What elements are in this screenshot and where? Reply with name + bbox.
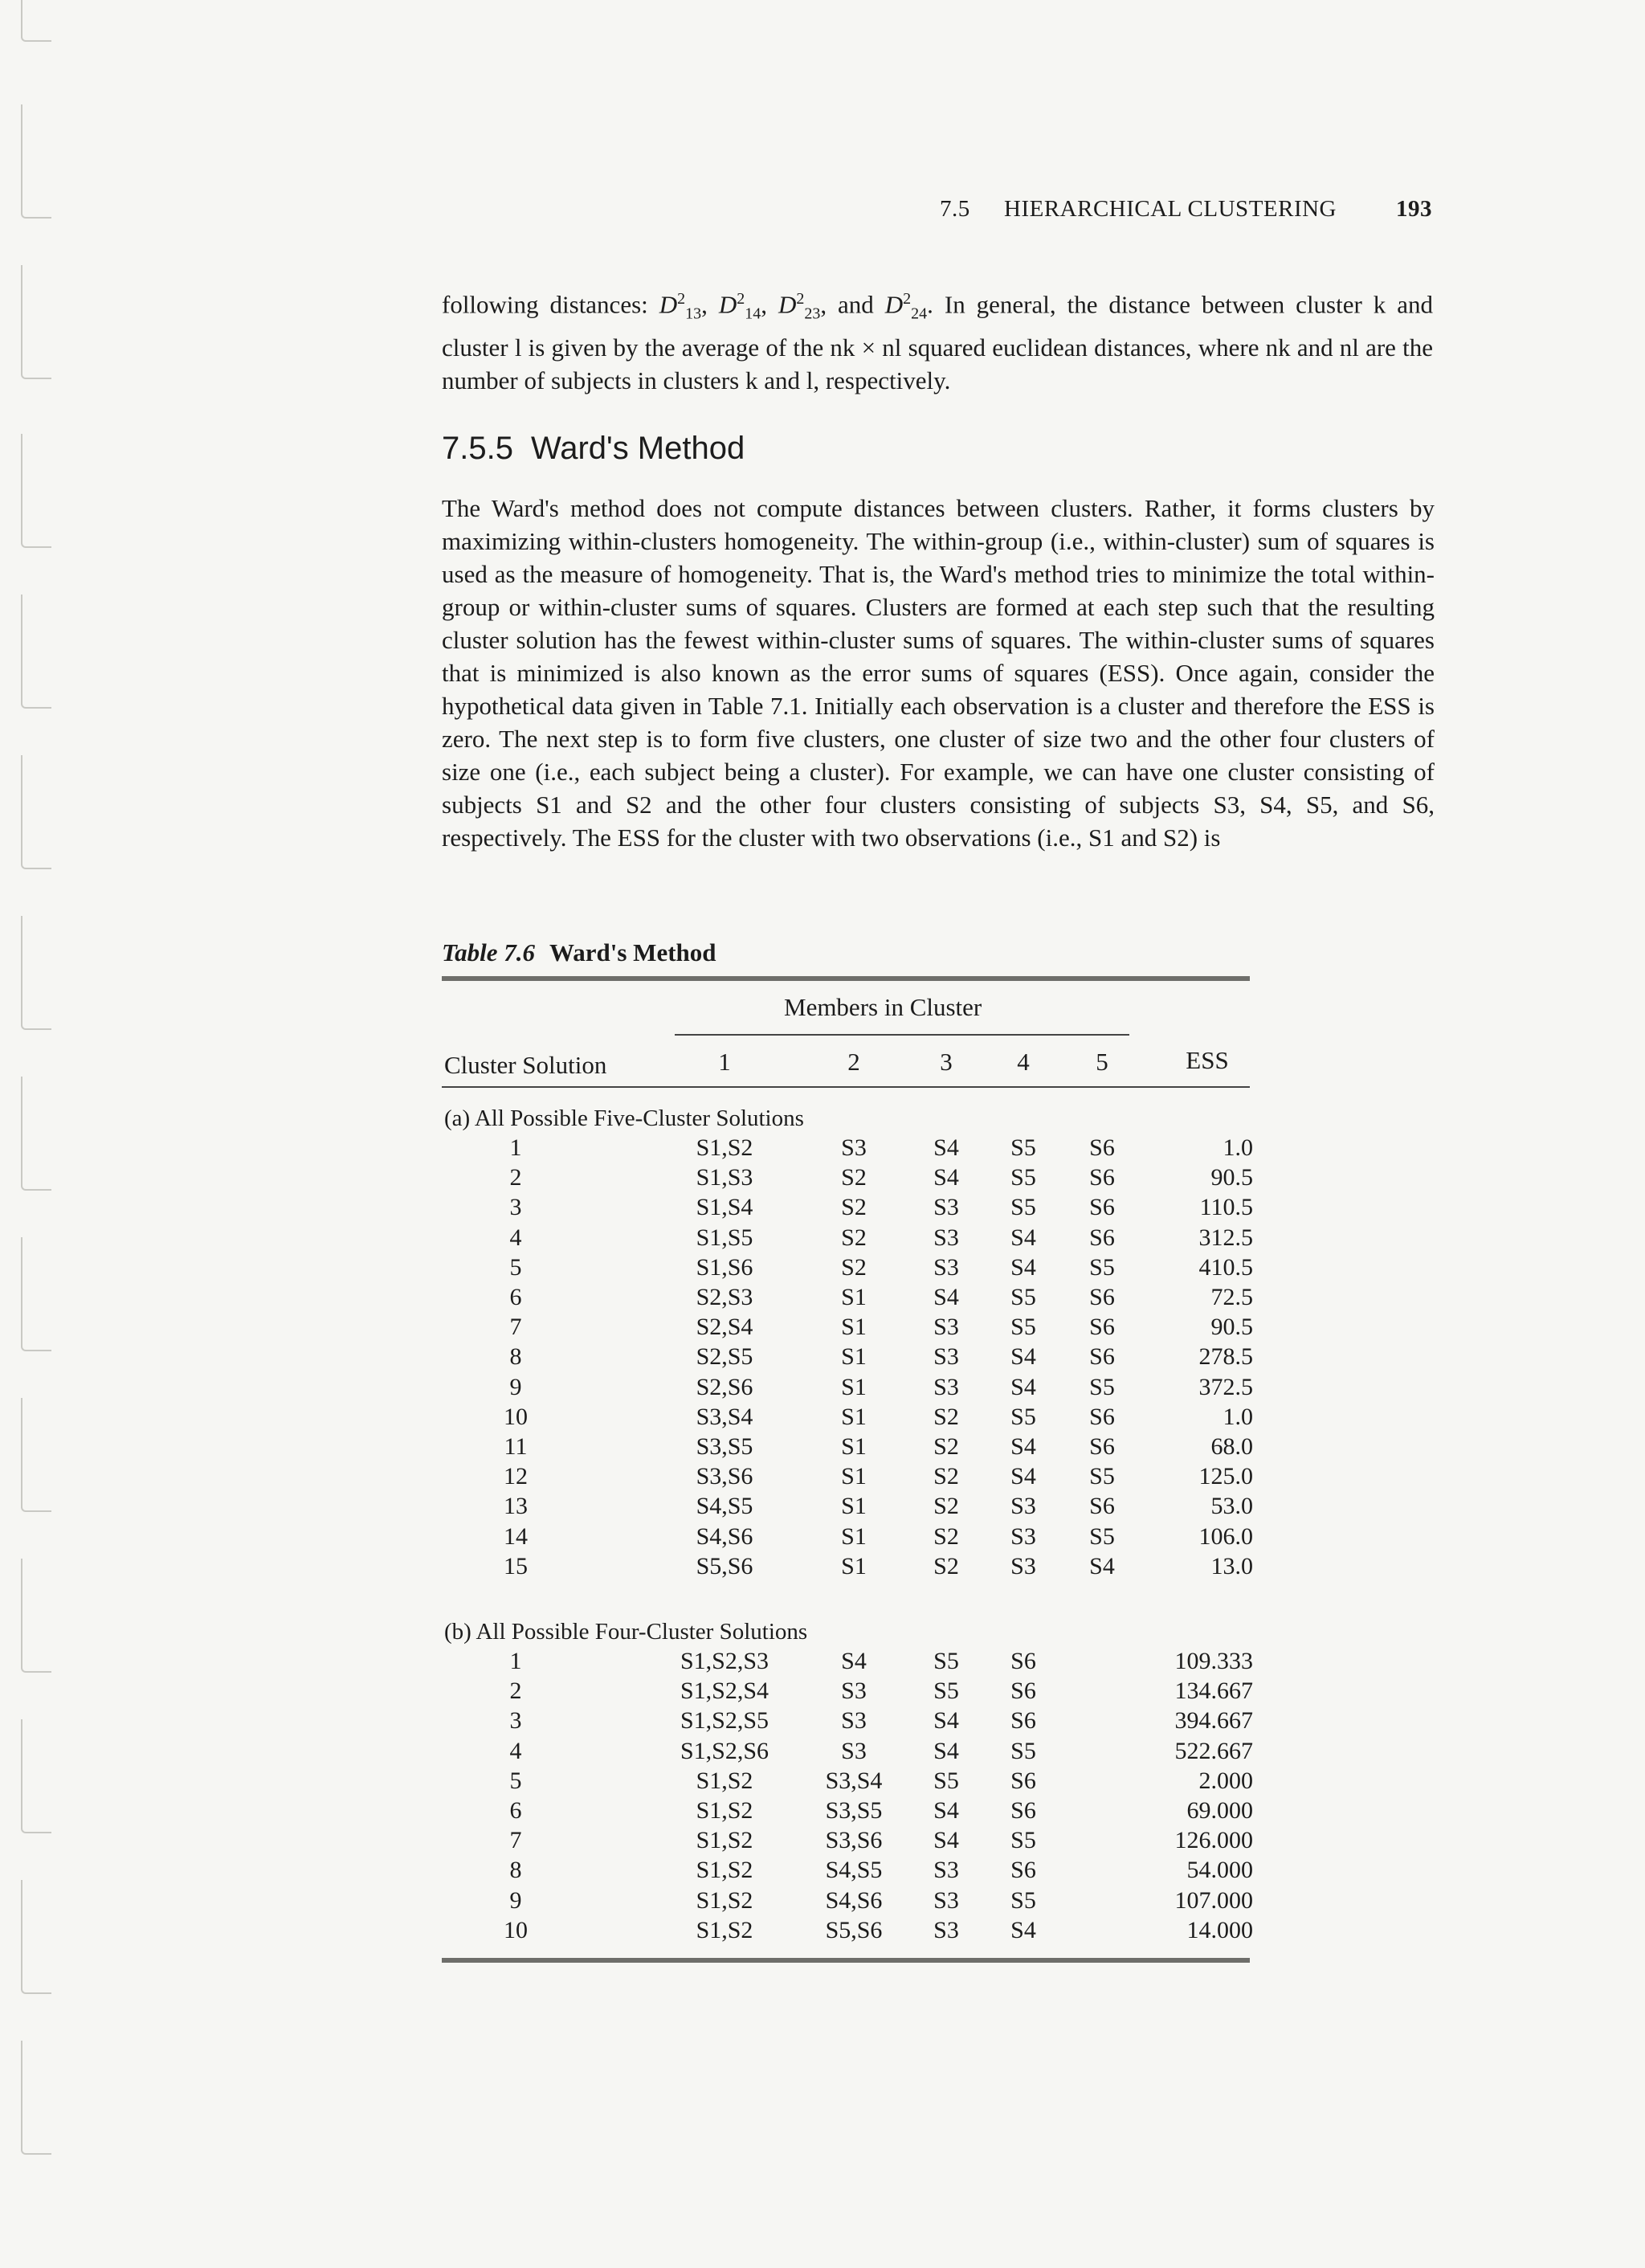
cluster-member: S5	[1010, 1737, 1036, 1764]
cluster-member: S3	[841, 1737, 867, 1764]
table-title: Ward's Method	[549, 938, 716, 966]
cluster-member: S6	[1010, 1678, 1036, 1705]
sub-14: 14	[745, 304, 761, 323]
body-paragraph-text: The Ward's method does not compute distances between clusters. Rather, it forms clusters by maximizing within-clusters homogeneity. The within-group (i.e., within-cluster) sum of squares is used as the measure of homogeneity. That is, the Ward's method tries to minimize the total within-group or within-cluster sums of squares. Clusters are formed at each step such that the resulting cluster solution has the fewest within-cluster sums of squares. The within-cluster sums of squares that is minimized is also known as the error sums of squares (ESS). Once again, consider the hypothetical data given in Table 7.1. Initially each observation is a cluster and therefore the ESS is zero. The next step is to form five clusters, one cluster of size two and the other four clusters of size one (i.e., each subject being a cluster). For example, we can have one cluster consisting of subjects S1 and S2 and the other four clusters consisting of subjects S3, S4, S5, and S6, respectively. The ESS for the cluster with two observations (i.e., S1 and S2) is	[442, 494, 1435, 852]
cluster-member: S1	[841, 1284, 867, 1310]
sub-13: 13	[685, 304, 702, 323]
cluster-member: S5	[1010, 1403, 1036, 1430]
header-bottom-rule	[442, 1086, 1250, 1088]
cluster-member: S4	[933, 1827, 959, 1854]
cluster-member: S2,S5	[696, 1343, 753, 1371]
cluster-member: S4	[1010, 1224, 1036, 1251]
cluster-solution-number: 2	[509, 1164, 522, 1191]
cluster-member: S2	[841, 1253, 867, 1281]
cluster-member: S5	[1010, 1284, 1036, 1310]
cluster-solution-number: 6	[509, 1797, 522, 1824]
cluster-member: S3	[933, 1224, 959, 1251]
col-3: 3	[940, 1048, 953, 1076]
ess-value: 1.0	[1223, 1403, 1253, 1430]
cluster-member: S4	[1010, 1916, 1036, 1943]
ess-value: 110.5	[1199, 1194, 1253, 1221]
cluster-member: S6	[1010, 1767, 1036, 1794]
cluster-member: S6	[1089, 1403, 1115, 1430]
cluster-member: S6	[1089, 1134, 1115, 1161]
cluster-member: S4	[933, 1284, 959, 1310]
cluster-member: S6	[1010, 1648, 1036, 1674]
cluster-member: S3,S4	[825, 1767, 883, 1794]
col-cluster-solution: Cluster Solution	[444, 1051, 607, 1079]
cluster-member: S2	[933, 1403, 959, 1430]
cluster-member: S1	[841, 1433, 867, 1460]
cluster-member: S4	[1010, 1373, 1036, 1400]
cluster-solution-number: 8	[509, 1857, 522, 1884]
cluster-member: S3	[933, 1373, 959, 1400]
cluster-member: S1,S4	[696, 1194, 753, 1221]
cluster-member: S6	[1010, 1797, 1036, 1824]
cluster-member: S3,S4	[696, 1403, 753, 1430]
page-number: 193	[1396, 196, 1432, 222]
intro-and: , and	[820, 290, 885, 319]
cluster-member: S4	[1010, 1463, 1036, 1490]
distance-d24: D	[884, 290, 904, 319]
ess-value: 372.5	[1198, 1373, 1253, 1400]
ess-value: 72.5	[1210, 1284, 1253, 1310]
body-paragraph	[442, 492, 1435, 854]
cluster-member: S4,S6	[825, 1886, 883, 1914]
cluster-solution-number: 9	[509, 1886, 522, 1914]
cluster-member: S1	[841, 1314, 867, 1341]
table-label: Table 7.6	[442, 938, 535, 966]
ess-value: 54.000	[1186, 1857, 1253, 1884]
cluster-member: S5	[1010, 1164, 1036, 1191]
ess-value: 125.0	[1198, 1463, 1253, 1490]
cluster-member: S6	[1089, 1164, 1115, 1191]
cluster-member: S5	[933, 1648, 959, 1674]
cluster-member: S6	[1089, 1343, 1115, 1371]
scan-binding-marks	[21, 0, 53, 2268]
cluster-member: S4,S5	[825, 1857, 883, 1884]
cluster-member: S3	[933, 1343, 959, 1371]
cluster-member: S2	[933, 1433, 959, 1460]
cluster-member: S2,S4	[696, 1314, 753, 1341]
sup-24: 2	[903, 290, 912, 308]
cluster-member: S3	[1010, 1552, 1036, 1579]
col-4: 4	[1017, 1048, 1030, 1076]
cluster-member: S1,S2,S6	[680, 1737, 769, 1764]
cluster-member: S6	[1010, 1707, 1036, 1735]
col-ess: ESS	[1186, 1046, 1229, 1074]
running-head-section: 7.5	[940, 196, 970, 222]
ess-value: 278.5	[1198, 1343, 1253, 1371]
ess-value: 134.667	[1174, 1678, 1253, 1705]
cluster-member: S6	[1089, 1314, 1115, 1341]
cluster-member: S5	[933, 1767, 959, 1794]
cluster-member: S1,S5	[696, 1224, 753, 1251]
cluster-member: S6	[1089, 1493, 1115, 1520]
cluster-member: S5	[1010, 1134, 1036, 1161]
cluster-member: S2,S3	[696, 1284, 753, 1310]
section-heading	[442, 431, 745, 467]
cluster-member: S1,S2	[696, 1134, 753, 1161]
col-5: 5	[1096, 1048, 1108, 1076]
cluster-member: S4	[1010, 1433, 1036, 1460]
cluster-member: S5,S6	[825, 1916, 883, 1943]
section-title: Ward's Method	[530, 431, 745, 466]
sup-14: 2	[737, 290, 745, 308]
distance-d23: D	[778, 290, 797, 319]
ess-value: 14.000	[1186, 1916, 1253, 1943]
cluster-member: S1	[841, 1343, 867, 1371]
cluster-solution-number: 5	[509, 1767, 522, 1794]
cluster-solution-number: 3	[509, 1194, 522, 1221]
ess-value: 68.0	[1210, 1433, 1253, 1460]
cluster-solution-number: 1	[509, 1134, 522, 1161]
ess-value: 69.000	[1186, 1797, 1253, 1824]
ess-value: 90.5	[1210, 1164, 1253, 1191]
cluster-member: S5,S6	[696, 1552, 753, 1579]
cluster-member: S1	[841, 1373, 867, 1400]
cluster-member: S4	[1010, 1253, 1036, 1281]
cluster-member: S2	[841, 1164, 867, 1191]
cluster-member: S4,S6	[696, 1522, 753, 1550]
cluster-member: S4	[1010, 1343, 1036, 1371]
cluster-member: S6	[1089, 1224, 1115, 1251]
intro-paragraph: following distances: $D^2_{13}$, $D^2_{14}$, $D^2_{23}$, and $D^2_{24}$. In general, the distance between cluster k and cluster l is given by the average of the nk × nl squared euclidean distances, where nk and nl are the number of subjects in clusters k and l, respectively.	[442, 290, 1433, 394]
cluster-member: S1,S2,S4	[680, 1678, 769, 1705]
cluster-member: S1,S3	[696, 1164, 753, 1191]
cluster-member: S1	[841, 1493, 867, 1520]
ess-value: 126.000	[1174, 1827, 1253, 1854]
cluster-member: S3	[933, 1314, 959, 1341]
cluster-member: S1,S2	[696, 1767, 753, 1794]
cluster-solution-number: 15	[504, 1552, 528, 1579]
cluster-member: S5	[1010, 1827, 1036, 1854]
ess-value: 2.000	[1198, 1767, 1253, 1794]
cluster-member: S1,S2	[696, 1797, 753, 1824]
cluster-member: S3	[933, 1194, 959, 1221]
cluster-solution-number: 7	[509, 1314, 522, 1341]
cluster-solution-number: 1	[509, 1648, 522, 1674]
sup-13: 2	[677, 290, 686, 308]
cluster-member: S3	[933, 1857, 959, 1884]
table-bottom-rule	[442, 1958, 1250, 1963]
cluster-member: S4	[933, 1164, 959, 1191]
cluster-member: S5	[1089, 1463, 1115, 1490]
ess-value: 53.0	[1210, 1493, 1253, 1520]
cluster-member: S3,S5	[825, 1797, 883, 1824]
cluster-member: S3	[841, 1707, 867, 1735]
members-in-cluster-header: Members in Cluster	[784, 993, 982, 1021]
sup-23: 2	[796, 290, 805, 308]
cluster-solution-number: 5	[509, 1253, 522, 1281]
ess-value: 1.0	[1223, 1134, 1253, 1161]
distance-d14: D	[718, 290, 737, 319]
cluster-member: S6	[1010, 1857, 1036, 1884]
sub-24: 24	[911, 304, 928, 323]
ess-value: 90.5	[1210, 1314, 1253, 1341]
cluster-member: S1	[841, 1403, 867, 1430]
cluster-member: S4	[1089, 1552, 1115, 1579]
cluster-solution-number: 6	[509, 1284, 522, 1310]
cluster-member: S3,S6	[825, 1827, 883, 1854]
ess-value: 312.5	[1198, 1224, 1253, 1251]
col-1: 1	[718, 1048, 731, 1076]
cluster-member: S1,S2	[696, 1857, 753, 1884]
cluster-member: S4	[933, 1797, 959, 1824]
cluster-member: S5	[1089, 1253, 1115, 1281]
cluster-member: S6	[1089, 1194, 1115, 1221]
col-2: 2	[847, 1048, 860, 1076]
cluster-member: S3	[1010, 1493, 1036, 1520]
cluster-member: S4	[841, 1648, 867, 1674]
ess-value: 410.5	[1198, 1253, 1253, 1281]
cluster-solution-number: 14	[504, 1522, 528, 1550]
cluster-member: S2	[933, 1463, 959, 1490]
cluster-member: S3,S5	[696, 1433, 753, 1460]
cluster-member: S4,S5	[696, 1493, 753, 1520]
cluster-member: S2,S6	[696, 1373, 753, 1400]
cluster-member: S1,S2	[696, 1916, 753, 1943]
cluster-member: S4	[933, 1134, 959, 1161]
section-a-title: (a) All Possible Five-Cluster Solutions	[444, 1105, 804, 1131]
cluster-member: S1	[841, 1552, 867, 1579]
cluster-member: S1,S2	[696, 1827, 753, 1854]
cluster-member: S2	[841, 1224, 867, 1251]
cluster-member: S3	[841, 1134, 867, 1161]
section-b-title: (b) All Possible Four-Cluster Solutions	[444, 1619, 808, 1645]
cluster-member: S1,S2	[696, 1886, 753, 1914]
table-top-rule	[442, 976, 1250, 981]
cluster-member: S5	[1010, 1194, 1036, 1221]
cluster-member: S5	[933, 1678, 959, 1705]
ess-value: 394.667	[1174, 1707, 1253, 1735]
cluster-member: S1,S2,S3	[680, 1648, 769, 1674]
sub-23: 23	[804, 304, 821, 323]
ess-value: 107.000	[1174, 1886, 1253, 1914]
cluster-member: S2	[841, 1194, 867, 1221]
cluster-member: S1	[841, 1522, 867, 1550]
cluster-member: S3	[1010, 1522, 1036, 1550]
cluster-solution-number: 11	[504, 1433, 528, 1460]
cluster-member: S3,S6	[696, 1463, 753, 1490]
ess-value: 109.333	[1174, 1648, 1253, 1674]
cluster-solution-number: 13	[504, 1493, 528, 1520]
members-underline	[675, 1034, 1129, 1036]
section-number: 7.5.5	[442, 431, 513, 466]
cluster-member: S6	[1089, 1433, 1115, 1460]
ess-value: 522.667	[1174, 1737, 1253, 1764]
intro-text-start: following distances:	[442, 290, 659, 319]
running-head-title: HIERARCHICAL CLUSTERING	[1004, 196, 1337, 222]
cluster-member: S3	[841, 1678, 867, 1705]
cluster-solution-number: 7	[509, 1827, 522, 1854]
cluster-member: S5	[1010, 1886, 1036, 1914]
cluster-solution-number: 10	[504, 1403, 528, 1430]
cluster-member: S1,S6	[696, 1253, 753, 1281]
cluster-member: S4	[933, 1737, 959, 1764]
cluster-member: S3	[933, 1916, 959, 1943]
cluster-member: S5	[1089, 1522, 1115, 1550]
ess-value: 106.0	[1198, 1522, 1253, 1550]
cluster-solution-number: 4	[509, 1224, 522, 1251]
cluster-member: S6	[1089, 1284, 1115, 1310]
cluster-member: S5	[1010, 1314, 1036, 1341]
cluster-member: S3	[933, 1253, 959, 1281]
cluster-solution-number: 3	[509, 1707, 522, 1735]
distance-d13: D	[659, 290, 678, 319]
cluster-member: S1,S2,S5	[680, 1707, 769, 1735]
cluster-member: S4	[933, 1707, 959, 1735]
cluster-solution-number: 2	[509, 1678, 522, 1705]
cluster-member: S2	[933, 1552, 959, 1579]
cluster-solution-number: 12	[504, 1463, 528, 1490]
cluster-solution-number: 9	[509, 1373, 522, 1400]
cluster-member: S3	[933, 1886, 959, 1914]
cluster-member: S5	[1089, 1373, 1115, 1400]
table-caption	[442, 938, 716, 967]
cluster-solution-number: 8	[509, 1343, 522, 1371]
cluster-member: S2	[933, 1493, 959, 1520]
ess-value: 13.0	[1210, 1552, 1253, 1579]
intro-text-rest: . In general, the distance between cluster k and cluster l is given by the average of the nk × nl squared euclidean distances, where nk and nl are the number of subjects in clusters k and l, respectively.	[442, 290, 1433, 394]
cluster-member: S1	[841, 1463, 867, 1490]
cluster-solution-number: 10	[504, 1916, 528, 1943]
cluster-solution-number: 4	[509, 1737, 522, 1764]
cluster-member: S2	[933, 1522, 959, 1550]
